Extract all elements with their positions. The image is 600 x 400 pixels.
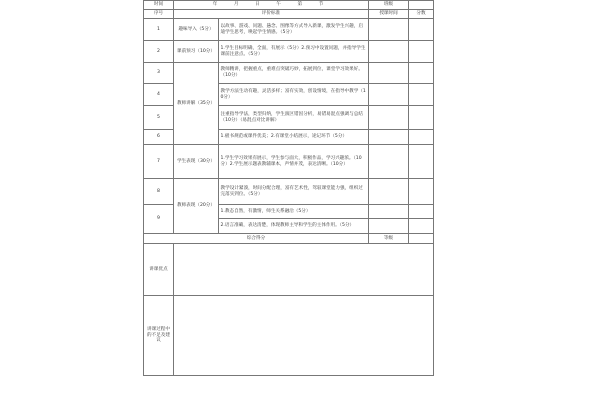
weakness-row: [144, 296, 434, 376]
weakness-label: 讲课过程中的不足及建议: [144, 296, 174, 376]
date-line: 年 月 日 午 第 节: [174, 1, 369, 10]
time-cell[interactable]: [369, 219, 409, 234]
score-cell[interactable]: [409, 130, 434, 145]
table-row: [144, 41, 434, 63]
category-cell: 趣味导入（5分）: [174, 19, 219, 41]
criteria-cell: 教学设计紧凑，时间分配合理，富有艺术性，驾驭课堂能力强，组织过完落实到位。（5分）: [219, 179, 369, 205]
row-number: 3: [144, 63, 174, 84]
category-cell: 教师表现（20分）: [174, 179, 219, 234]
grade-label: 等级: [369, 234, 409, 244]
col-seq: 序号: [144, 10, 174, 19]
table-row: [144, 19, 434, 41]
criteria-cell: 以故事、游戏、问题、悬念、图像等方式导入新课，激发学生兴趣，启迪学生思考，唤起学生情感。（5分）: [219, 19, 369, 41]
time-cell[interactable]: [369, 179, 409, 205]
criteria-cell: 1.学生目标明确，全面，有展示（5分）2.预习中设置问题，并指导学生课前注意点。（5分）: [219, 41, 369, 63]
row-number: 6: [144, 130, 174, 145]
score-cell[interactable]: [409, 179, 434, 205]
evaluation-table: [143, 0, 434, 376]
row-number: 4: [144, 84, 174, 106]
time-cell[interactable]: [369, 84, 409, 106]
score-cell[interactable]: [409, 145, 434, 179]
score-cell[interactable]: [409, 219, 434, 234]
time-cell[interactable]: [369, 130, 409, 145]
class-value-cell[interactable]: [409, 1, 434, 10]
strengths-field[interactable]: [174, 244, 434, 296]
col-score: 分数: [409, 10, 434, 19]
score-cell[interactable]: [409, 19, 434, 41]
row-number: 1: [144, 19, 174, 41]
time-cell[interactable]: [369, 145, 409, 179]
row-number: 8: [144, 179, 174, 205]
strengths-label: 讲课优点: [144, 244, 174, 296]
total-row: [144, 234, 434, 244]
category-cell: 课前预习（10分）: [174, 41, 219, 63]
time-cell[interactable]: [369, 205, 409, 219]
criteria-cell: 教师精讲，把握重点，重难点突破巧妙，拓展到位，课堂学习效果好。（10分）: [219, 63, 369, 84]
col-time: 授课时间: [369, 10, 409, 19]
criteria-cell: 教学方法生动有趣，灵活多样；富有实效，创设情境，在指导中教学（10分）: [219, 84, 369, 106]
weakness-field[interactable]: [174, 296, 434, 376]
grade-value-cell[interactable]: [409, 234, 434, 244]
category-cell: 教师讲解（35分）: [174, 63, 219, 145]
header-row-columns: [144, 10, 434, 19]
table-row: [144, 179, 434, 205]
strengths-row: [144, 244, 434, 296]
time-cell[interactable]: [369, 106, 409, 130]
score-cell[interactable]: [409, 205, 434, 219]
row-number: 2: [144, 41, 174, 63]
criteria-cell: 1.板书规范或课件优美；2.有课堂小结展示，途记环节（5分）: [219, 130, 369, 145]
header-row-time: [144, 1, 434, 10]
row-number: 9: [144, 205, 174, 234]
time-cell[interactable]: [369, 19, 409, 41]
table-row: [144, 63, 434, 84]
category-cell: 学生表现（30分）: [174, 145, 219, 179]
table-row: [144, 145, 434, 179]
score-cell[interactable]: [409, 106, 434, 130]
class-label: 班级: [369, 1, 409, 10]
total-label: 综合得分: [144, 234, 369, 244]
criteria-cell: 注重指导学法，类型归纳，学生演区错因分析，易错易混点强调与总结（10分）（易混点对比讲解）: [219, 106, 369, 130]
time-label: 时间: [144, 1, 174, 10]
evaluation-sheet: [143, 0, 433, 400]
score-cell[interactable]: [409, 84, 434, 106]
row-number: 5: [144, 106, 174, 130]
col-criteria: 评价标准: [174, 10, 369, 19]
time-cell[interactable]: [369, 63, 409, 84]
criteria-cell: 1.学生学习效果有展示，学生参与面大，积极作品，学习兴趣浓。（10分）2.学生展示题表教辅课本，声情并茂，表达清晰。（10分）: [219, 145, 369, 179]
score-cell[interactable]: [409, 63, 434, 84]
row-number: 7: [144, 145, 174, 179]
criteria-cell: 2.语言准确，表达清楚，体现教师主导和学生的主体作用。（5分）: [219, 219, 369, 234]
score-cell[interactable]: [409, 41, 434, 63]
time-cell[interactable]: [369, 41, 409, 63]
criteria-cell: 1.教态自然，有激情，师生关系融洽（5分）: [219, 205, 369, 219]
